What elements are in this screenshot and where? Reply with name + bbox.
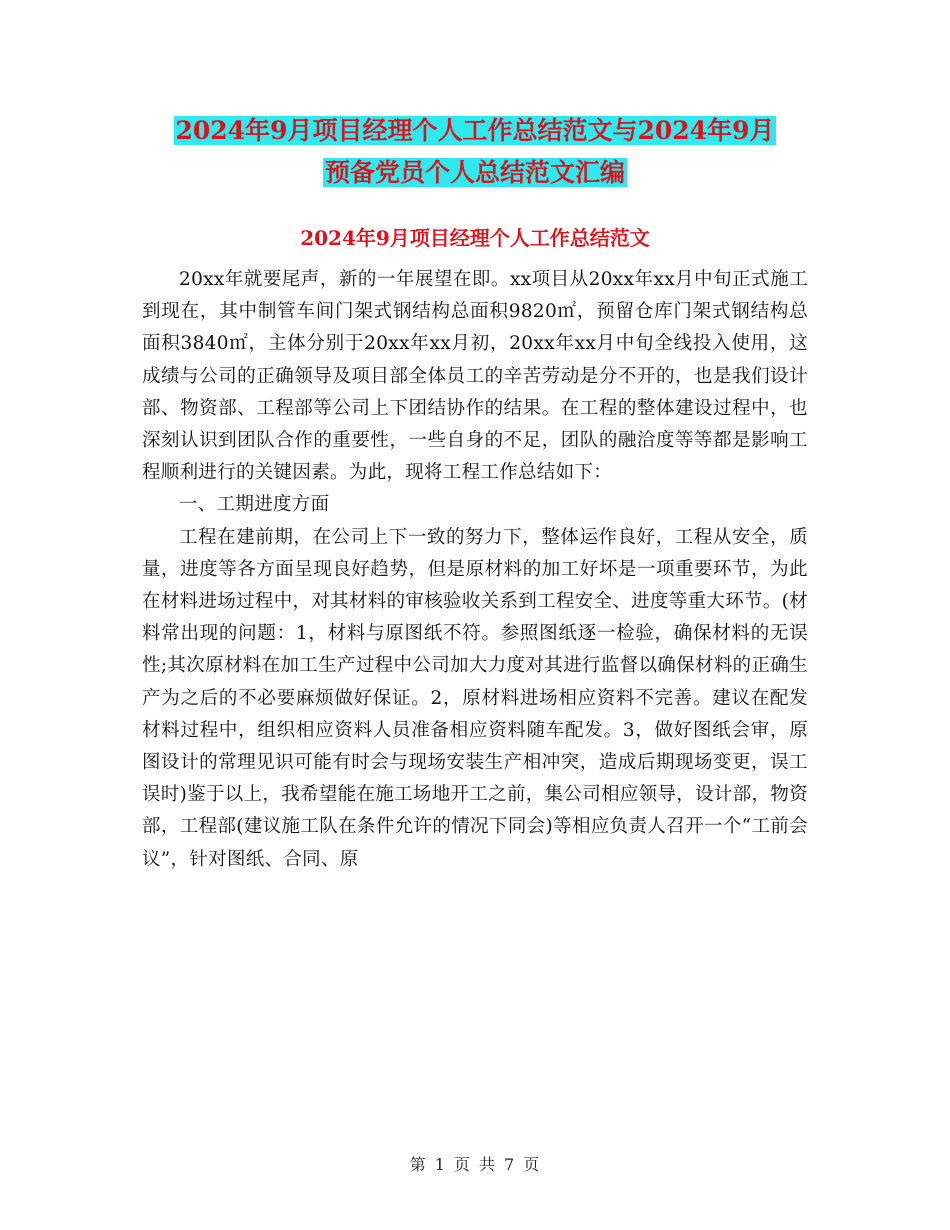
page-footer bbox=[0, 1153, 950, 1177]
footer-suffix: 页 bbox=[523, 1155, 541, 1174]
footer-current-page: 1 bbox=[434, 1155, 446, 1174]
document-body bbox=[142, 264, 808, 876]
document-title-line1: 2024年9月项目经理个人工作总结范文与2024年9月 bbox=[175, 116, 775, 145]
footer-total-pages: 7 bbox=[504, 1155, 516, 1174]
footer-page-word: 页 bbox=[453, 1155, 471, 1174]
paragraph-intro: 20xx年就要尾声，新的一年展望在即。xx项目从20xx年xx月中旬正式施工到现在，其中制管车间门架式钢结构总面积9820㎡，预留仓库门架式钢结构总面积3840㎡，主体分别于20xx年xx月初，20xx年xx月中旬全线投入使用，这成绩与公司的正确领导及项目部全体员工的辛苦劳动是分不开的，也是我们设计部、物资部、工程部等公司上下团结协作的结果。在工程的整体建设过程中，也深刻认识到团队合作的重要性，一些自身的不足，团队的融洽度等等都是影响工程顺利进行的关键因素。为此，现将工程工作总结如下： bbox=[142, 269, 808, 484]
document-title bbox=[140, 110, 810, 194]
footer-total-word: 共 bbox=[479, 1155, 497, 1174]
paragraph-heading-schedule: 一、工期进度方面 bbox=[179, 494, 330, 516]
section-title: 2024年9月项目经理个人工作总结范文 bbox=[300, 226, 650, 250]
paragraph-schedule-details: 工程在建前期，在公司上下一致的努力下，整体运作良好，工程从安全，质量，进度等各方面呈现良好趋势，但是原材料的加工好坏是一项重要环节，为此在材料进场过程中，对其材料的审核验收关系到工程安全、进度等重大环节。(材料常出现的问题：1，材料与原图纸不符。参照图纸逐一检验，确保材料的无误性;其次原材料在加工生产过程中公司加大力度对其进行监督以确保材料的正确生产为之后的不必要麻烦做好保证。2，原材料进场相应资料不完善。建议在配发材料过程中，组织相应资料人员准备相应资料随车配发。3，做好图纸会审，原图设计的常理见识可能有时会与现场安装生产相冲突，造成后期现场变更，误工误时)鉴于以上，我希望能在施工场地开工之前，集公司相应领导，设计部，物资部，工程部(建议施工队在条件允许的情况下同会)等相应负责人召开一个“工前会议”，针对图纸、合同、原 bbox=[142, 526, 808, 870]
document-title-line2: 预备党员个人总结范文汇编 bbox=[324, 158, 625, 187]
footer-prefix: 第 bbox=[409, 1155, 427, 1174]
